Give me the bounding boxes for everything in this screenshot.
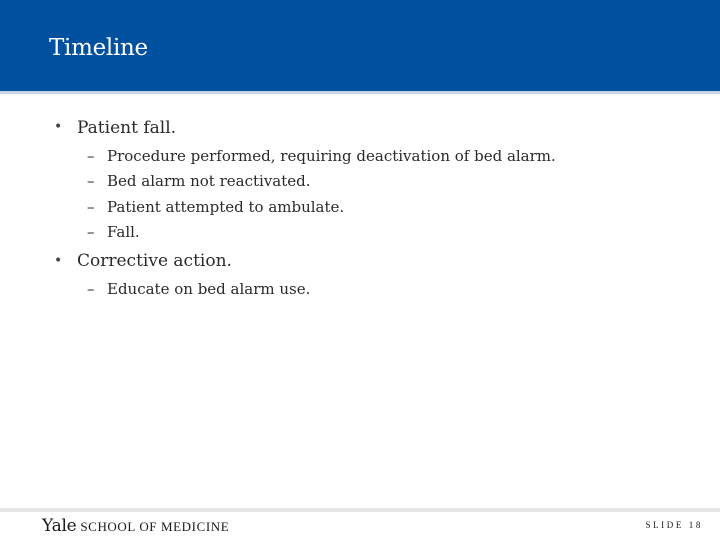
- slide-number-indicator: [645, 520, 703, 530]
- slide-label: SLIDE: [645, 520, 684, 530]
- slide-number: 18: [688, 520, 703, 530]
- sub-item-educate: Educate on bed alarm use.: [107, 280, 311, 298]
- dash-icon: –: [87, 223, 95, 241]
- yale-school-of-medicine-logo: [42, 516, 229, 536]
- dash-icon: –: [87, 280, 95, 298]
- bullet-item-patient-fall: Patient fall.: [77, 118, 177, 138]
- bullet-icon: •: [54, 253, 63, 269]
- sub-item-bed-alarm: Bed alarm not reactivated.: [107, 172, 311, 190]
- dash-icon: –: [87, 198, 95, 216]
- bullet-icon: •: [54, 119, 63, 135]
- dash-icon: –: [87, 172, 95, 190]
- logo-yale-wordmark: Yale: [42, 516, 77, 536]
- sub-item-procedure: Procedure performed, requiring deactivation of bed alarm.: [107, 147, 556, 165]
- logo-school-of-medicine: SCHOOL OF MEDICINE: [80, 519, 230, 534]
- dash-icon: –: [87, 147, 95, 165]
- bullet-item-corrective-action: Corrective action.: [77, 251, 232, 271]
- footer-divider: [0, 508, 720, 512]
- sub-item-ambulate: Patient attempted to ambulate.: [107, 198, 345, 216]
- title-bar: [0, 0, 720, 91]
- slide-title: Timeline: [49, 35, 148, 61]
- header-divider: [0, 91, 720, 94]
- sub-item-fall: Fall.: [107, 223, 140, 241]
